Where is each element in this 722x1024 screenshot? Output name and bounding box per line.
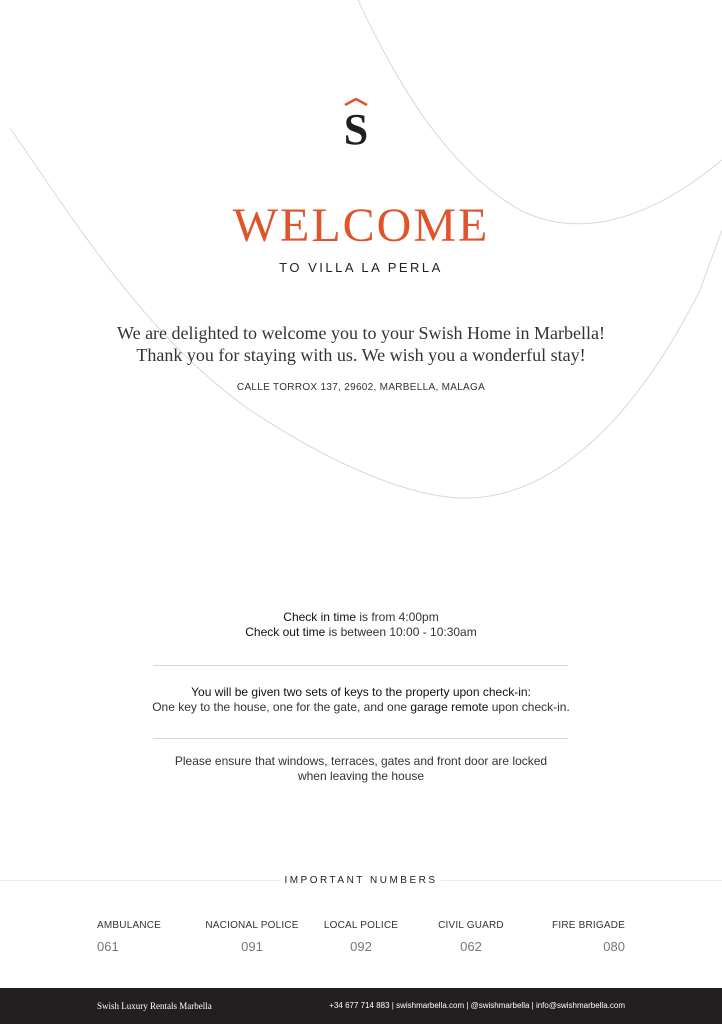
logo-letter: S xyxy=(343,105,369,148)
divider xyxy=(153,665,568,666)
number-nacional-police xyxy=(200,920,304,954)
number-label: NACIONAL POLICE xyxy=(205,920,299,931)
checkout-line xyxy=(0,625,722,640)
reminder-line-1: Please ensure that windows, terraces, gates and front door are locked xyxy=(174,754,548,768)
number-label: CIVIL GUARD xyxy=(438,920,504,931)
number-label: AMBULANCE xyxy=(97,920,162,931)
checkin-text: is from 4:00pm xyxy=(356,610,439,624)
number-value: 062 xyxy=(460,939,482,954)
intro-text xyxy=(0,322,722,366)
address: CALLE TORROX 137, 29602, MARBELLA, MALAGA xyxy=(236,382,486,393)
keys-heading xyxy=(0,685,722,700)
keys-info xyxy=(0,685,722,715)
checkin-line xyxy=(0,610,722,625)
number-value: 092 xyxy=(350,939,372,954)
keys-highlight: garage remote xyxy=(410,700,489,714)
number-ambulance xyxy=(97,920,161,954)
reminder-info xyxy=(0,754,722,784)
footer-contact: +34 677 714 883 | swishmarbella.com | @swishmarbella | info@swishmarbella.com xyxy=(329,1001,625,1010)
checkout-label: Check out time xyxy=(245,625,326,639)
keys-heading-text: You will be given two sets of keys to the property upon check-in: xyxy=(191,685,531,699)
keys-text-after: upon check-in. xyxy=(488,700,570,714)
number-label: FIRE BRIGADE xyxy=(552,920,625,931)
divider xyxy=(153,738,568,739)
reminder-line-2: when leaving the house xyxy=(297,769,425,783)
checkout-text: is between 10:00 - 10:30am xyxy=(325,625,477,639)
checkin-info xyxy=(0,610,722,640)
number-value: 061 xyxy=(97,939,119,954)
intro-line-1: We are delighted to welcome you to your Swish Home in Marbella! xyxy=(117,323,605,343)
welcome-title: WELCOME xyxy=(232,199,490,252)
number-civil-guard xyxy=(426,920,516,954)
swish-logo-icon xyxy=(336,96,376,148)
footer-brand: Swish Luxury Rentals Marbella xyxy=(97,1001,212,1011)
number-label: LOCAL POLICE xyxy=(323,920,399,931)
number-value: 091 xyxy=(241,939,263,954)
number-fire-brigade xyxy=(552,920,625,954)
checkin-label: Check in time xyxy=(283,610,356,624)
keys-detail xyxy=(0,700,722,715)
keys-text-before: One key to the house, one for the gate, and one xyxy=(152,700,411,714)
number-value: 080 xyxy=(603,939,625,954)
important-numbers-title: IMPORTANT NUMBERS xyxy=(281,875,441,886)
number-local-police xyxy=(316,920,406,954)
footer xyxy=(0,988,722,1024)
villa-subtitle: TO VILLA LA PERLA xyxy=(279,260,443,275)
intro-line-2: Thank you for staying with us. We wish you a wonderful stay! xyxy=(136,345,586,365)
